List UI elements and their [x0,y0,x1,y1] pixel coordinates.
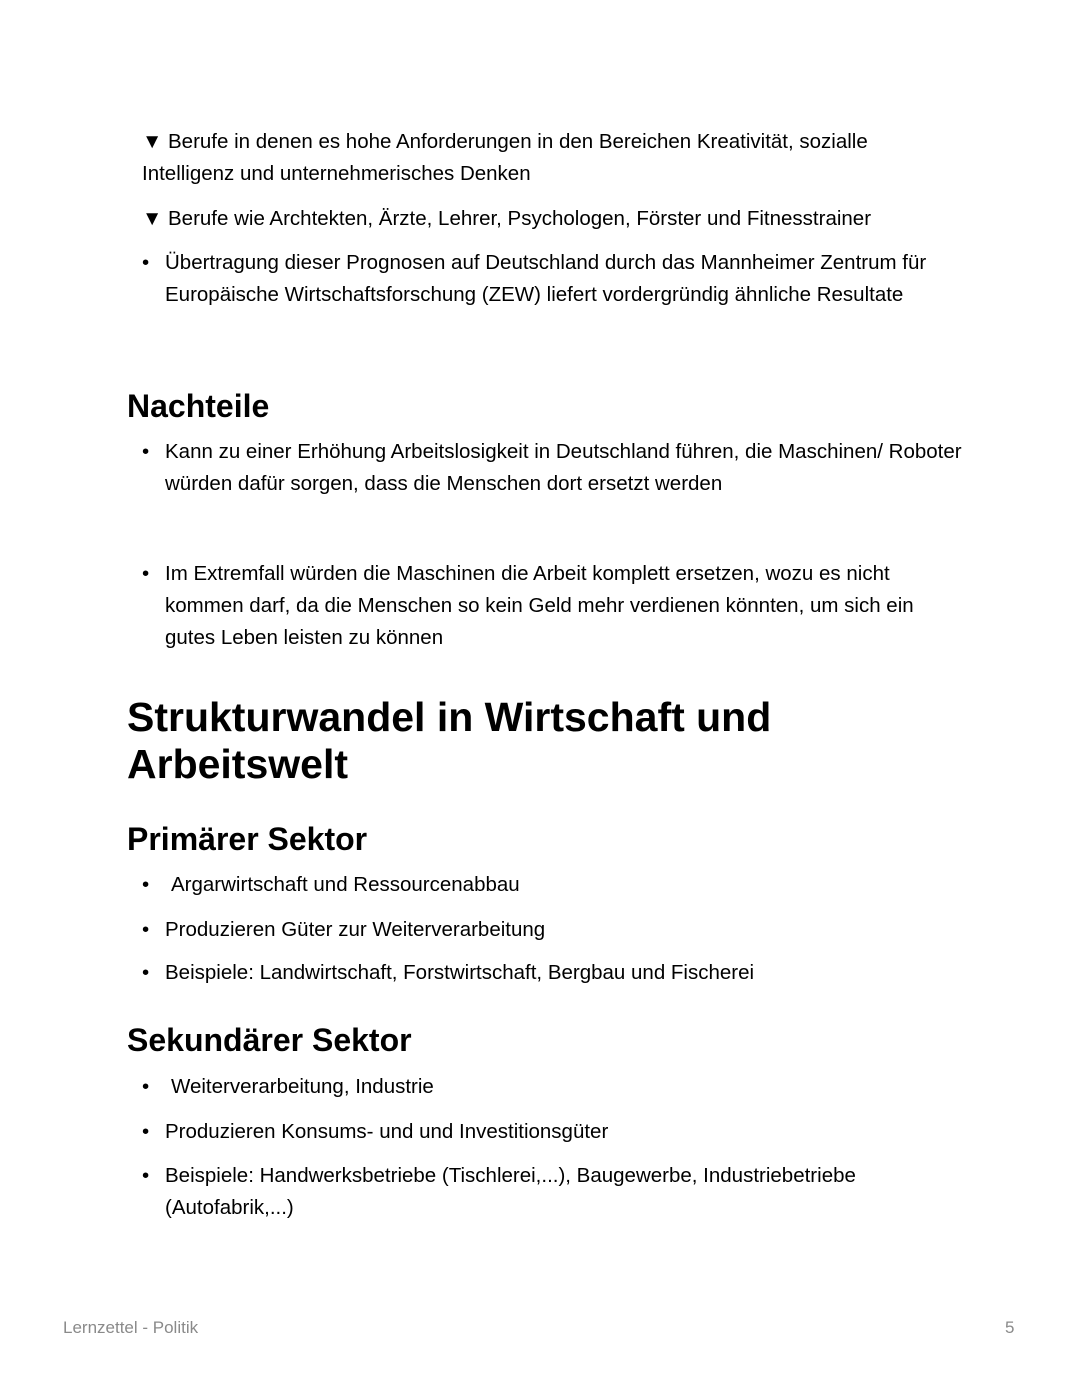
triangle-down-icon: ▼ [142,130,163,153]
bullet-icon: • [142,918,150,941]
section-heading-primaer: Primärer Sektor [127,821,368,857]
list-item [142,247,962,311]
triangle-down-icon: ▼ [142,207,163,230]
list-item-text: Berufe in denen es hohe Anforderungen in den Bereichen Kreativität, sozialle Intelligenz und unternehmerisches Denken [142,130,868,185]
list-item [142,436,962,500]
section-heading-nachteile: Nachteile [127,388,270,424]
list-item [142,1116,962,1148]
footer-title: Lernzettel - Politik [63,1318,199,1337]
list-item [142,957,962,989]
bullet-icon: • [142,251,150,274]
page-number: 5 [1005,1318,1015,1337]
list-item-text: Beispiele: Handwerksbetriebe (Tischlerei,...), Baugewerbe, Industriebetriebe (Autofabrik,...) [165,1164,856,1219]
bullet-icon: • [142,562,150,585]
bullet-icon: • [142,440,150,463]
section-heading-sekundaer: Sekundärer Sektor [127,1022,412,1058]
arrow-list-item [142,203,962,235]
list-item-text: Übertragung dieser Prognosen auf Deutschland durch das Mannheimer Zentrum für Europäische Wirtschaftsforschung (ZEW) liefert vordergründig ähnliche Resultate [165,251,927,306]
list-item [142,1071,962,1103]
list-item-text: Weiterverarbeitung, Industrie [171,1075,434,1098]
arrow-list-item [142,126,962,190]
bullet-icon: • [142,873,150,896]
list-item-text: Produzieren Konsums- und und Investitionsgüter [165,1120,609,1143]
list-item [142,558,962,654]
bullet-icon: • [142,1164,150,1187]
list-item-text: Beispiele: Landwirtschaft, Forstwirtschaft, Bergbau und Fischerei [165,961,755,984]
list-item [142,914,962,946]
list-item [142,1160,962,1224]
bullet-icon: • [142,961,150,984]
bullet-icon: • [142,1075,150,1098]
list-item [142,869,962,901]
list-item-text: Kann zu einer Erhöhung Arbeitslosigkeit in Deutschland führen, die Maschinen/ Roboter würden dafür sorgen, dass die Menschen dort ersetzt werden [165,440,962,495]
list-item-text: Produzieren Güter zur Weiterverarbeitung [165,918,546,941]
bullet-icon: • [142,1120,150,1143]
list-item-text: Im Extremfall würden die Maschinen die Arbeit komplett ersetzen, wozu es nicht kommen darf, da die Menschen so kein Geld mehr verdienen könnten, um sich ein gutes Leben leisten zu können [165,562,914,649]
list-item-text: Berufe wie Archtekten, Ärzte, Lehrer, Psychologen, Förster und Fitnesstrainer [168,207,872,230]
chapter-title: Strukturwandel in Wirtschaft und Arbeitswelt [127,694,772,787]
list-item-text: Argarwirtschaft und Ressourcenabbau [171,873,520,896]
